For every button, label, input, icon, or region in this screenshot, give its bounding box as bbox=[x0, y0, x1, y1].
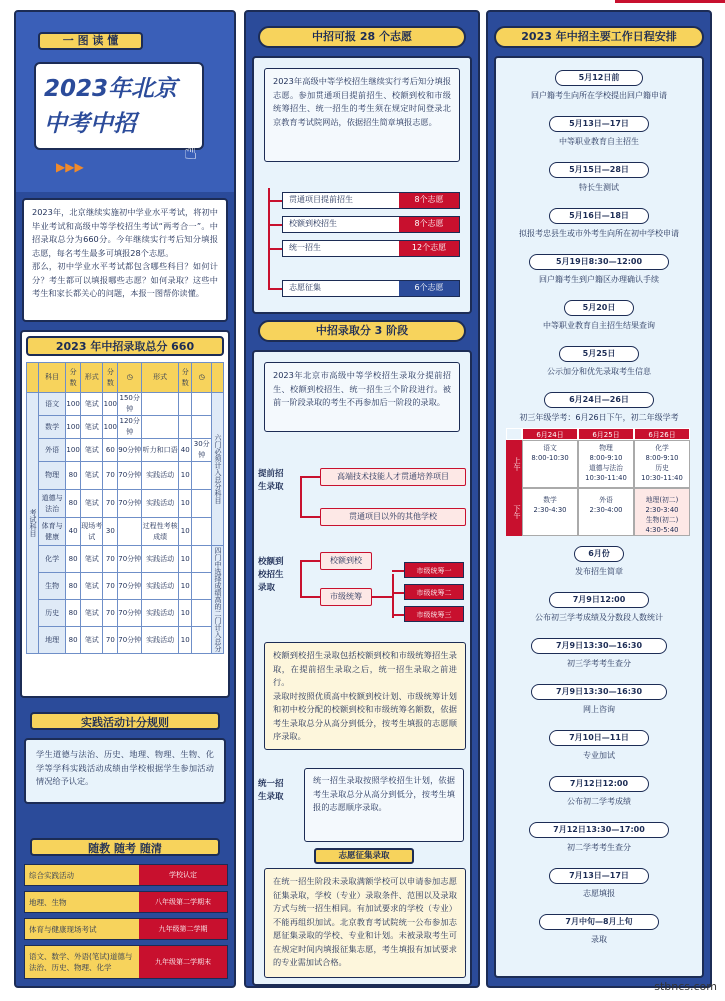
section-28-title: 中招可报 28 个志愿 bbox=[258, 26, 466, 48]
score-cell: 100 bbox=[103, 416, 118, 439]
timetable-cell: 物理 8:00-9:10 道德与法治 10:30-11:40 bbox=[578, 440, 634, 488]
vol-name: 校额到校招生 bbox=[289, 219, 337, 228]
title-banner bbox=[16, 12, 234, 192]
schedule-event: 发布招生简章 bbox=[575, 567, 623, 576]
score-cell: 实践活动 bbox=[142, 600, 179, 627]
schedule-event: 公布初三学考成绩及分数段人数统计 bbox=[535, 613, 663, 622]
exam-row bbox=[24, 864, 228, 886]
quota-district: 市级统筹 bbox=[320, 588, 372, 606]
vol-name: 统一招生 bbox=[289, 243, 321, 252]
score-cell: 30 bbox=[103, 518, 118, 546]
score-cell bbox=[192, 462, 212, 490]
timetable-cell: 语文 8:00-10:30 bbox=[522, 440, 578, 488]
vol-name: 贯通项目提前招生 bbox=[289, 195, 353, 204]
score-cell: 笔试 bbox=[81, 462, 103, 490]
score-row bbox=[27, 393, 224, 416]
schedule-event: 特长生测试 bbox=[579, 183, 619, 192]
score-cell bbox=[142, 416, 179, 439]
stage-unified: 统一招生录取 bbox=[258, 779, 284, 802]
timetable-head bbox=[506, 428, 522, 440]
score-cell bbox=[118, 518, 142, 546]
tier-connector bbox=[392, 570, 404, 572]
score-cell: 实践活动 bbox=[142, 490, 179, 518]
score-cell: 80 bbox=[66, 600, 81, 627]
score-row bbox=[27, 490, 224, 518]
score-cell: 80 bbox=[66, 546, 81, 573]
score-cell bbox=[179, 416, 192, 439]
tier-item: 市级统筹三 bbox=[404, 606, 464, 622]
schedule-date: 7月12日13:30—17:00 bbox=[529, 822, 669, 838]
score-cell: 笔试 bbox=[81, 600, 103, 627]
score-row bbox=[27, 518, 224, 546]
clock-icon: ◷ bbox=[192, 363, 212, 393]
intro-text bbox=[22, 198, 228, 322]
stage-school-quota: 校额到校招生录取 bbox=[258, 557, 284, 593]
stages-panel bbox=[252, 350, 472, 986]
score-cell bbox=[192, 573, 212, 600]
exam-row bbox=[24, 918, 228, 940]
schedule-date: 7月13日—17日 bbox=[549, 868, 649, 884]
score-cell: 70分钟 bbox=[118, 600, 142, 627]
score-cell: 80 bbox=[66, 573, 81, 600]
schedule-title: 2023 年中招主要工作日程安排 bbox=[494, 26, 704, 48]
schedule-event: 录取 bbox=[591, 935, 607, 944]
score-cell: 笔试 bbox=[81, 490, 103, 518]
score-cell: 70 bbox=[103, 490, 118, 518]
schedule-event: 志愿填报 bbox=[583, 889, 615, 898]
title-card bbox=[34, 62, 204, 150]
schedule-date: 7月12日12:00 bbox=[549, 776, 649, 792]
score-cell: 过程性考核成绩 bbox=[142, 518, 179, 546]
score-cell: 100 bbox=[66, 439, 81, 462]
score-cell: 150分钟 bbox=[118, 393, 142, 416]
score-cell bbox=[192, 393, 212, 416]
schedule-event: 回户籍考生向所在学校提出回户籍申请 bbox=[531, 91, 667, 100]
score-cell bbox=[192, 546, 212, 573]
score-cell: 70分钟 bbox=[118, 462, 142, 490]
col-score: 分数 bbox=[66, 363, 81, 393]
score-cell: 70分钟 bbox=[118, 627, 142, 654]
schedule-date: 5月12日前 bbox=[555, 70, 643, 86]
score-row bbox=[27, 600, 224, 627]
score-cell: 听力和口语 bbox=[142, 439, 179, 462]
score-cell: 笔试 bbox=[81, 573, 103, 600]
vol-connector bbox=[268, 224, 282, 226]
schedule-event: 公示加分和优先录取考生信息 bbox=[547, 367, 651, 376]
schedule-date: 5月20日 bbox=[564, 300, 634, 316]
hand-pointer-icon: ☝ bbox=[184, 140, 198, 165]
score-cell: 80 bbox=[66, 490, 81, 518]
schedule-event: 公布初二学考成绩 bbox=[567, 797, 631, 806]
score-cell: 70 bbox=[103, 573, 118, 600]
score-cell: 40 bbox=[66, 518, 81, 546]
score-row bbox=[27, 416, 224, 439]
score-note-bottom: 四门中选择成绩高的二门计入总分 bbox=[212, 546, 224, 654]
exam-subject: 语文、数学、外语(笔试)道德与法治、历史、物理、化学 bbox=[29, 952, 133, 972]
vacancy-title: 志愿征集录取 bbox=[314, 848, 414, 864]
score-cell: 笔试 bbox=[81, 627, 103, 654]
score-cell: 笔试 bbox=[81, 546, 103, 573]
col-score3: 分数 bbox=[179, 363, 192, 393]
section-28-panel bbox=[252, 56, 472, 314]
practice-title: 实践活动计分规则 bbox=[30, 712, 220, 730]
score-cell: 70分钟 bbox=[118, 490, 142, 518]
score-cell bbox=[179, 393, 192, 416]
quota-school: 校额到校 bbox=[320, 552, 372, 570]
intro-paragraph-2: 那么，初中学业水平考试都包含哪些科目？如何计分？考生都可以填报哪些志愿？如何录取？这些中考生和家长都关心的问题，本报一图帮你读懂。 bbox=[32, 261, 218, 298]
schedule-date: 5月19日8:30—12:00 bbox=[529, 254, 669, 270]
schedule-date: 5月13日—17日 bbox=[549, 116, 649, 132]
score-row bbox=[27, 627, 224, 654]
score-cell bbox=[142, 393, 179, 416]
exam-row bbox=[24, 945, 228, 979]
vol-connector bbox=[268, 248, 282, 250]
schedule-event: 初三年级学考：6月26日下午，初二年级学考 bbox=[519, 413, 679, 422]
site-watermark: stbncs.com bbox=[654, 980, 717, 993]
score-cell: 60 bbox=[103, 439, 118, 462]
score-row bbox=[27, 546, 224, 573]
vol-item bbox=[282, 240, 460, 257]
score-cell: 体育与健康 bbox=[39, 518, 66, 546]
early-item-2: 贯通项目以外的其他学校 bbox=[320, 508, 466, 526]
top-bar bbox=[0, 0, 725, 6]
score-cell: 70 bbox=[103, 546, 118, 573]
schedule-event: 专业加试 bbox=[583, 751, 615, 760]
score-cell: 100 bbox=[103, 393, 118, 416]
score-cell: 生物 bbox=[39, 573, 66, 600]
score-cell: 外语 bbox=[39, 439, 66, 462]
score-table-panel bbox=[20, 330, 230, 698]
vol-name: 志愿征集 bbox=[289, 283, 321, 292]
exam-timetable bbox=[506, 428, 692, 538]
score-cell: 10 bbox=[179, 490, 192, 518]
score-cell: 道德与法治 bbox=[39, 490, 66, 518]
unified-explanation: 统一招生录取按照学校招生计划，依据考生录取总分从高分到低分，按考生填报的志愿顺序录取。 bbox=[304, 768, 464, 842]
timetable-head: 6月25日 bbox=[578, 428, 634, 440]
tier-connector bbox=[392, 592, 404, 594]
score-cell: 70 bbox=[103, 627, 118, 654]
timetable-head: 6月26日 bbox=[634, 428, 690, 440]
score-cell: 120分钟 bbox=[118, 416, 142, 439]
middle-column bbox=[244, 10, 480, 988]
score-table-title: 2023 年中招录取总分 660 bbox=[26, 336, 224, 356]
schedule-date: 6月份 bbox=[574, 546, 624, 562]
score-cell: 90分钟 bbox=[118, 439, 142, 462]
schedule-panel bbox=[494, 56, 704, 978]
schedule-event: 初三学考考生查分 bbox=[567, 659, 631, 668]
timetable-head: 6月24日 bbox=[522, 428, 578, 440]
vol-item bbox=[282, 280, 460, 297]
arrows-icon: ▶▶▶ bbox=[56, 160, 84, 174]
right-column bbox=[486, 10, 712, 988]
score-cell: 100 bbox=[66, 393, 81, 416]
practice-text: 学生道德与法治、历史、地理、物理、生物、化学等学科实践活动成绩由学校根据学生参加活动情况给予认定。 bbox=[24, 738, 226, 804]
score-cell: 历史 bbox=[39, 600, 66, 627]
tier-item: 市级统筹一 bbox=[404, 562, 464, 578]
tier-item: 市级统筹二 bbox=[404, 584, 464, 600]
timetable-pm: 下午 bbox=[506, 488, 522, 536]
timetable-am: 上午 bbox=[506, 440, 522, 488]
col-score2: 分数 bbox=[103, 363, 118, 393]
schedule-date: 5月15日—28日 bbox=[549, 162, 649, 178]
score-cell: 笔试 bbox=[81, 416, 103, 439]
exam-time: 九年级第二学期末 bbox=[139, 946, 227, 978]
schedule-event: 中等职业教育自主招生结果查询 bbox=[543, 321, 655, 330]
score-cell: 语文 bbox=[39, 393, 66, 416]
exam-time: 九年级第二学期 bbox=[139, 919, 227, 939]
exam-subject: 地理、生物 bbox=[29, 897, 67, 907]
left-column bbox=[14, 10, 236, 988]
timetable-cell: 外语 2:30-4:00 bbox=[578, 488, 634, 536]
exam-schedule bbox=[24, 864, 228, 984]
score-cell: 数学 bbox=[39, 416, 66, 439]
exam-time: 学校认定 bbox=[139, 865, 227, 885]
title-line-2: 中考中招 bbox=[44, 111, 136, 137]
timetable-cell: 化学 8:00-9:10 历史 10:30-11:40 bbox=[634, 440, 690, 488]
schedule-date: 7月中旬—8月上旬 bbox=[539, 914, 659, 930]
schedule-event: 初二学考考生查分 bbox=[567, 843, 631, 852]
exam-schedule-title: 随教 随考 随清 bbox=[30, 838, 220, 856]
score-cell bbox=[192, 490, 212, 518]
quota-explanation: 校额到校招生录取包括校额到校和市级统筹招生录取，在提前招生录取之后，统一招生录取之前进行。 录取时按照优质高中校额到校计划、市级统筹计划和初中校分配的校额到校和市级统筹名额数，依据考生录取总分从高分到低分，按考生填报的志愿顺序录取。 bbox=[264, 642, 466, 750]
tier-connector bbox=[392, 614, 404, 616]
score-cell: 80 bbox=[66, 627, 81, 654]
score-cell: 物理 bbox=[39, 462, 66, 490]
banner-tag: 一 图 读 懂 bbox=[38, 32, 143, 50]
score-cell: 实践活动 bbox=[142, 627, 179, 654]
score-cell: 10 bbox=[179, 573, 192, 600]
score-cell: 实践活动 bbox=[142, 462, 179, 490]
vol-item bbox=[282, 216, 460, 233]
schedule-date: 7月10日—11日 bbox=[549, 730, 649, 746]
schedule-event: 回户籍考生到户籍区办理确认手续 bbox=[539, 275, 659, 284]
vol-connector bbox=[268, 288, 282, 290]
section-28-intro: 2023年高级中等学校招生继续实行考后知分填报志愿。参加贯通项目提前招生、校额到校和市级统筹招生、统一招生的考生须在规定时间登录北京教育考试院网站，依据招生简章填报志愿。 bbox=[264, 68, 460, 162]
score-cell: 10 bbox=[179, 518, 192, 546]
schedule-date: 5月25日 bbox=[559, 346, 639, 362]
vol-count: 6个志愿 bbox=[399, 281, 459, 296]
score-cell: 化学 bbox=[39, 546, 66, 573]
schedule-event: 中等职业教育自主招生 bbox=[559, 137, 639, 146]
timetable-cell: 数学 2:30-4:30 bbox=[522, 488, 578, 536]
score-cell: 10 bbox=[179, 462, 192, 490]
exam-row bbox=[24, 891, 228, 913]
score-cell: 现场考试 bbox=[81, 518, 103, 546]
stages-intro: 2023年北京市高级中等学校招生录取分提前招生、校额到校招生、统一招生三个阶段进行。被前一阶段录取的考生不再参加后一阶段的录取。 bbox=[264, 362, 460, 432]
score-cell: 地理 bbox=[39, 627, 66, 654]
score-cell: 70分钟 bbox=[118, 573, 142, 600]
score-cell: 10 bbox=[179, 600, 192, 627]
score-cell: 实践活动 bbox=[142, 573, 179, 600]
stages-title: 中招录取分 3 阶段 bbox=[258, 320, 466, 342]
footer-bar bbox=[0, 980, 725, 1001]
exam-subject: 体育与健康现场考试 bbox=[29, 924, 97, 934]
schedule-date: 7月9日12:00 bbox=[549, 592, 649, 608]
score-note-top: 六门必须计入总分科目 bbox=[212, 393, 224, 546]
score-cell: 70分钟 bbox=[118, 546, 142, 573]
early-item-1: 高端技术技能人才贯通培养项目 bbox=[320, 468, 466, 486]
col-form: 形式 bbox=[81, 363, 103, 393]
vacancy-explanation: 在统一招生阶段未录取满额学校可以申请参加志愿征集录取，学校（专业）录取条件、范围以及录取方式与统一招生相同。有加试要求的学校（专业）不能再组织加试。北京教育考试院统一公布参加志愿征集录取的学校、专业和计划。未被录取考生可在规定时间内填报征集志愿，考生填报有加试要求的专业需加试合格。 bbox=[264, 868, 466, 978]
title-line-1: 2023年北京 bbox=[44, 76, 178, 102]
stage-early: 提前招生录取 bbox=[258, 469, 284, 492]
score-cell: 10 bbox=[179, 546, 192, 573]
timetable-cell: 地理(初二) 2:30-3:40 生物(初二) 4:30-5:40 bbox=[634, 488, 690, 536]
score-row bbox=[27, 573, 224, 600]
score-cell: 30分钟 bbox=[192, 439, 212, 462]
score-cell: 实践活动 bbox=[142, 546, 179, 573]
score-table bbox=[26, 362, 224, 654]
intro-paragraph-1: 2023年，北京继续实施初中学业水平考试，将初中毕业考试和高级中等学校招生考试“两考合一”。中招录取总分为660分。今年继续实行考后知分填报志愿，每名考生最多可填报28个志愿。 bbox=[32, 207, 218, 258]
schedule-date: 6月24日—26日 bbox=[544, 392, 654, 408]
score-group-label: 考试科目 bbox=[27, 393, 39, 654]
col-subject: 科目 bbox=[39, 363, 66, 393]
score-row bbox=[27, 439, 224, 462]
vol-item bbox=[282, 192, 460, 209]
score-cell: 100 bbox=[66, 416, 81, 439]
schedule-date: 7月9日13:30—16:30 bbox=[531, 638, 667, 654]
exam-time: 八年级第二学期末 bbox=[139, 892, 227, 912]
score-cell: 笔试 bbox=[81, 439, 103, 462]
vol-count: 8个志愿 bbox=[399, 193, 459, 208]
score-cell bbox=[192, 627, 212, 654]
clock-icon: ◷ bbox=[118, 363, 142, 393]
score-cell bbox=[192, 600, 212, 627]
score-cell: 70 bbox=[103, 600, 118, 627]
vol-count: 12个志愿 bbox=[399, 241, 459, 256]
score-cell: 70 bbox=[103, 462, 118, 490]
exam-subject: 综合实践活动 bbox=[29, 870, 74, 880]
schedule-event: 拟报考忠县生或市外考生向所在初中学校申请 bbox=[519, 229, 679, 238]
score-cell: 40 bbox=[179, 439, 192, 462]
score-cell bbox=[192, 518, 212, 546]
vol-count: 8个志愿 bbox=[399, 217, 459, 232]
score-cell bbox=[192, 416, 212, 439]
score-cell: 80 bbox=[66, 462, 81, 490]
vol-connector bbox=[268, 200, 282, 202]
score-cell: 笔试 bbox=[81, 393, 103, 416]
score-cell: 10 bbox=[179, 627, 192, 654]
schedule-event: 网上咨询 bbox=[583, 705, 615, 714]
col-form2: 形式 bbox=[142, 363, 179, 393]
schedule-date: 7月9日13:30—16:30 bbox=[531, 684, 667, 700]
score-table-header bbox=[27, 363, 224, 393]
schedule-date: 5月16日—18日 bbox=[549, 208, 649, 224]
score-row bbox=[27, 462, 224, 490]
